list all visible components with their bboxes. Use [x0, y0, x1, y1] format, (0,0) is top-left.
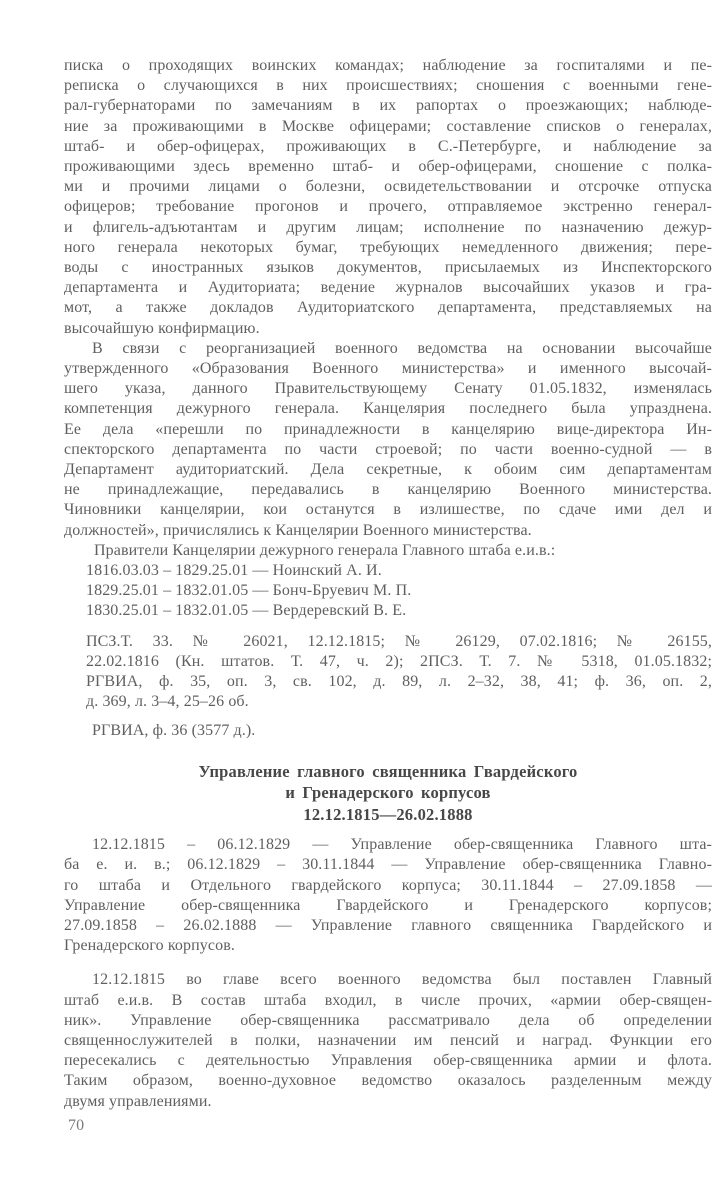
text-line: Чиновники канцелярии, кои останутся в излишестве, по сдаче ими дел и: [64, 501, 712, 519]
text-line: не принадлежащие, передавались в канцелярию Военного министерства.: [64, 481, 712, 499]
rulers-list: [64, 541, 712, 622]
text-line: Гренадерского корпусов.: [64, 937, 235, 955]
text-line: департамента и Аудиториата; ведение журналов высочайших указов и гра-: [64, 279, 712, 297]
text-line: В связи с реорганизацией военного ведомства на основании высочайше: [92, 339, 712, 357]
text-line: шего указа, данного Правительствующему Сенату 01.05.1832, изменялась: [64, 380, 712, 398]
text-line: 12.12.1815 – 06.12.1829 — Управление обер-священника Главного шта-: [92, 836, 712, 854]
paragraph-reorganization: [64, 339, 712, 541]
text-line: Правители Канцелярии дежурного генерала Главного штаба е.и.в.:: [94, 541, 556, 559]
text-line: двумя управлениями.: [64, 1092, 212, 1110]
sources-reference: [64, 632, 712, 713]
text-line: и флигель-адъютантам и другим лицам; исполнение по назначению дежур-: [64, 218, 712, 236]
paragraph-main-staff: [64, 970, 712, 1111]
text-line: рал-губернаторами по замечаниям в их рапортах о проезжающих; наблюде-: [64, 97, 712, 115]
text-line: писка о проходящих воинских командах; наблюдение за госпиталями и пе-: [64, 57, 712, 74]
text-line: священнослужителей в полки, назначении им пенсий и наград. Функции его: [64, 1032, 712, 1050]
heading-line-3: 12.12.1815—26.02.1888: [303, 804, 473, 824]
text-line: ние за проживающими в Москве офицерами; составление списков о генералах,: [64, 117, 712, 135]
text-line: воды с иностранных языков документов, присылаемых из Инспекторского: [64, 259, 712, 277]
text-line: штаб- и обер-офицерах, проживающих в С.-Петербурге, и наблюдение за: [64, 137, 712, 155]
heading-line-1: Управление главного священника Гвардейского: [198, 761, 578, 781]
archive-fond-note: РГВИА, ф. 36 (3577 д.).: [92, 721, 256, 739]
text-line: ник». Управление обер-священника рассматривало дела об определении: [64, 1011, 712, 1029]
text-line: ми и прочими лицами о болезни, освидетельствовании и отсрочке отпуска: [64, 178, 712, 196]
text-line: 12.12.1815 во главе всего военного ведомства был поставлен Главный: [92, 971, 712, 989]
text-line: ПСЗ.Т. 33. № 26021, 12.12.1815; № 26129, 07.02.1816; № 26155,: [86, 632, 712, 650]
text-line: 1816.03.03 – 1829.25.01 — Ноинский А. И.: [86, 562, 382, 580]
text-line: высочайшую конфирмацию.: [64, 319, 260, 337]
text-line: ного генерала некоторых бумаг, требующих немедленного движения; пере-: [64, 238, 712, 256]
text-line: штаб е.и.в. В состав штаба входил, в числе прочих, «армии обер-священ-: [64, 991, 712, 1009]
text-line: Таким образом, военно-духовное ведомство оказалось разделенным между: [64, 1072, 712, 1090]
page-number: 70: [68, 1116, 85, 1134]
paragraph-administration-periods: [64, 835, 712, 956]
text-line: 1829.25.01 – 1832.01.05 — Бонч-Бруевич М. П.: [86, 582, 412, 600]
text-line: спекторского департамента по части строевой; по части военно-судной — в: [64, 440, 712, 458]
text-block: [64, 56, 712, 1136]
text-line: го штаба и Отдельного гвардейского корпуса; 30.11.1844 – 27.09.1858 —: [64, 876, 712, 894]
text-line: 22.02.1816 (Кн. штатов. Т. 47, ч. 2); 2ПСЗ. Т. 7. № 5318, 01.05.1832;: [86, 652, 712, 670]
text-line: ба е. и. в.; 06.12.1829 – 30.11.1844 — Управление обер-священника Главно-: [64, 856, 712, 874]
text-line: д. 369, л. 3–4, 25–26 об.: [86, 693, 249, 711]
text-line: 1830.25.01 – 1832.01.05 — Вердеревский В. Е.: [86, 602, 407, 620]
text-line: Управление обер-священника Гвардейского и Гренадерского корпусов;: [64, 896, 712, 914]
text-line: проживающими здесь временно штаб- и обер-офицерами, сношение с полка-: [64, 158, 712, 176]
text-line: Департамент аудиториатский. Дела секретные, к обоим сим департаментам: [64, 461, 712, 479]
text-line: утвержденного «Образования Военного министерства» и именного высочай-: [64, 360, 712, 378]
text-line: офицеров; требование прогонов и прочего, отправляемое экстренно генерал-: [64, 198, 712, 216]
text-line: компетенция дежурного генерала. Канцелярия последнего была упразднена.: [64, 400, 712, 418]
text-line: Ее дела «перешли по принадлежности в канцелярию вице-директора Ин-: [64, 420, 712, 438]
text-line: РГВИА, ф. 35, оп. 3, св. 102, д. 89, л. 2–32, 38, 41; ф. 36, оп. 2,: [86, 673, 712, 691]
text-line: пересекались с деятельностью Управления обер-священника армии и флота.: [64, 1052, 712, 1070]
text-line: 27.09.1858 – 26.02.1888 — Управление главного священника Гвардейского и: [64, 917, 712, 935]
text-line: реписка о случающихся в них происшествиях; сношения с военными гене-: [64, 77, 712, 95]
text-line: мот, а также докладов Аудиториатского департамента, представляемых на: [64, 299, 712, 317]
heading-line-2: и Гренадерского корпусов: [285, 783, 491, 803]
paragraph-continuation: [64, 56, 712, 339]
text-line: должностей», причислялись к Канцелярии Военного министерства.: [64, 521, 532, 539]
section-heading: [64, 761, 712, 826]
